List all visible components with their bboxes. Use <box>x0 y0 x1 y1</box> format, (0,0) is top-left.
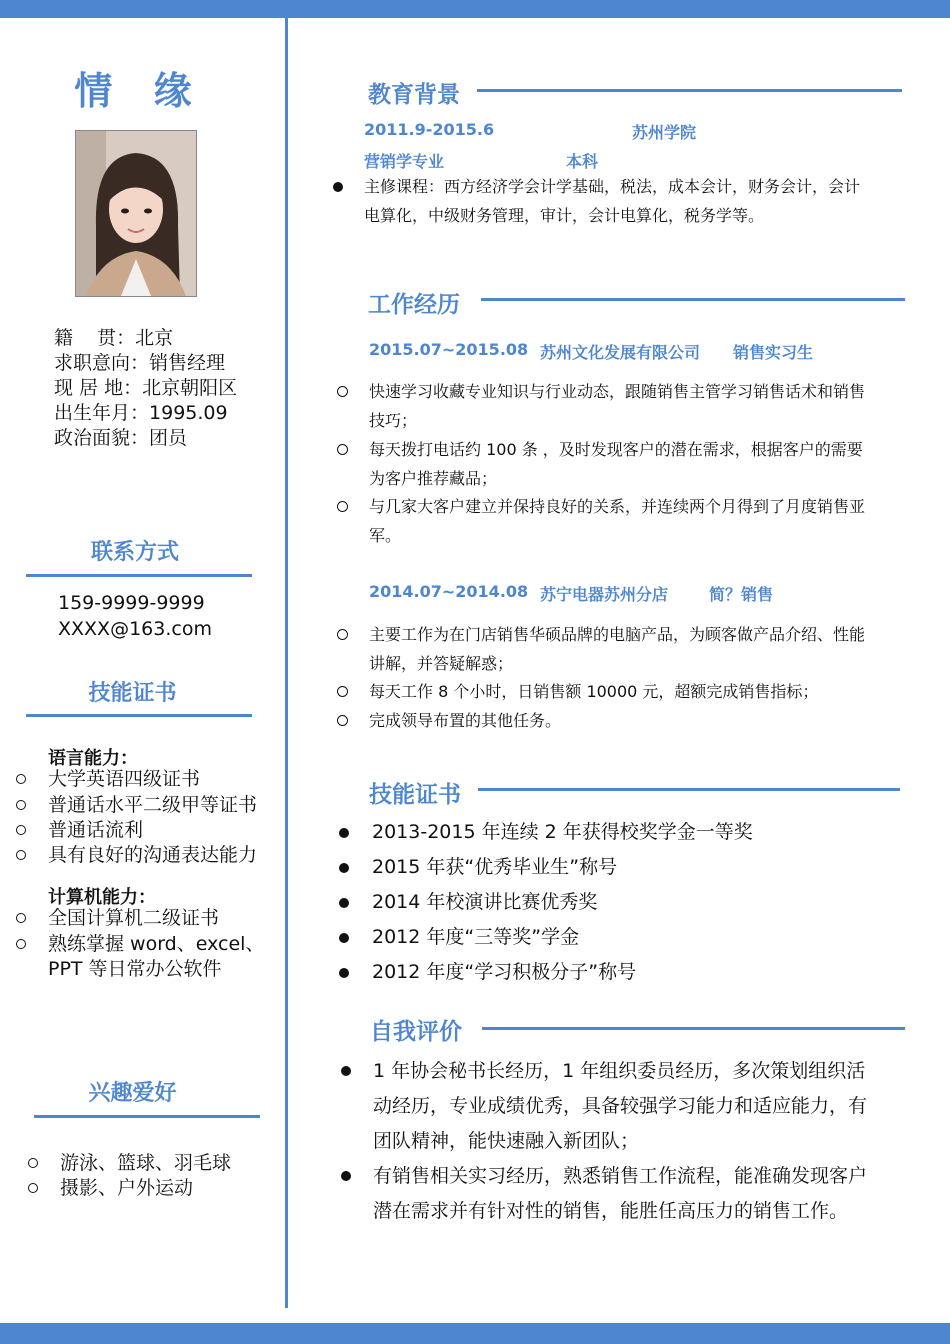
courses-line: 主修课程：西方经济学会计学基础，税法，成本会计，财务会计，会计 <box>364 177 861 196</box>
hobby-rule <box>34 1115 260 1118</box>
job-role: 销售实习生 <box>733 343 814 362</box>
info-value: 北京 <box>135 327 174 349</box>
circle-bullet-icon <box>28 1183 38 1193</box>
bullet-dot-icon <box>339 863 349 873</box>
left-skills-heading: 技能证书 <box>88 681 177 706</box>
skills-rule <box>478 788 900 791</box>
skills-heading: 技能证书 <box>369 782 461 808</box>
circle-bullet-icon <box>337 501 348 512</box>
info-label: 出生年月： <box>54 402 150 424</box>
job-role: 简？销售 <box>709 585 774 604</box>
job-company: 苏宁电器苏州分店 <box>540 585 669 604</box>
bullet-dot-icon <box>339 968 349 978</box>
info-row <box>54 326 237 351</box>
bullet-dot-icon <box>333 182 343 192</box>
phone-number: 159-9999-9999 <box>58 592 205 614</box>
candidate-name: 情 缘 <box>74 69 206 113</box>
bullet-dot-icon <box>339 828 349 838</box>
work-heading: 工作经历 <box>368 292 460 318</box>
circle-bullet-icon <box>16 913 26 923</box>
info-value: 1995.09 <box>149 402 228 424</box>
circle-bullet-icon <box>337 686 348 697</box>
bullet-dot-icon <box>341 1171 351 1181</box>
circle-bullet-icon <box>337 629 348 640</box>
email-address: XXXX@163.com <box>58 618 212 640</box>
circle-bullet-icon <box>16 774 26 784</box>
circle-bullet-icon <box>28 1158 38 1168</box>
education-major: 营销学专业 <box>364 152 445 171</box>
info-row <box>54 376 237 401</box>
education-period: 2011.9-2015.6 <box>364 120 495 139</box>
courses-line: 电算化，中级财务管理，审计，会计电算化，税务学等。 <box>364 206 765 225</box>
education-heading: 教育背景 <box>368 82 460 108</box>
bottom-accent-bar <box>0 1323 950 1344</box>
job-period: 2015.07~2015.08 <box>369 340 529 359</box>
top-accent-bar <box>0 0 950 18</box>
contact-heading: 联系方式 <box>90 540 179 565</box>
bullet-dot-icon <box>341 1066 351 1076</box>
info-label: 政治面貌： <box>54 427 150 449</box>
self-eval-rule <box>482 1027 905 1030</box>
info-row <box>54 351 237 376</box>
info-row <box>54 401 237 426</box>
computer-subheading: 计算机能力： <box>48 887 156 908</box>
info-row <box>54 426 237 451</box>
contact-rule <box>26 574 252 577</box>
circle-bullet-icon <box>337 715 348 726</box>
job-period: 2014.07~2014.08 <box>369 582 529 601</box>
column-divider <box>285 18 288 1308</box>
job-company: 苏州文化发展有限公司 <box>540 343 701 362</box>
info-label: 籍 贯： <box>54 327 136 349</box>
education-degree: 本科 <box>566 152 599 171</box>
education-rule <box>477 89 902 92</box>
info-label: 现 居 地： <box>54 377 143 399</box>
education-school: 苏州学院 <box>632 123 697 142</box>
left-skills-rule <box>26 714 252 717</box>
circle-bullet-icon <box>16 939 26 949</box>
bullet-dot-icon <box>339 898 349 908</box>
circle-bullet-icon <box>16 800 26 810</box>
work-rule <box>481 298 905 301</box>
info-value: 销售经理 <box>149 352 226 374</box>
hobby-heading: 兴趣爱好 <box>88 1081 177 1106</box>
circle-bullet-icon <box>16 825 26 835</box>
info-value: 北京朝阳区 <box>142 377 238 399</box>
bullet-dot-icon <box>339 933 349 943</box>
self-eval-heading: 自我评价 <box>370 1019 462 1045</box>
circle-bullet-icon <box>337 444 348 455</box>
info-label: 求职意向： <box>54 352 150 374</box>
circle-bullet-icon <box>337 386 348 397</box>
contact-info <box>58 590 212 642</box>
language-subheading: 语言能力： <box>48 748 138 769</box>
personal-info <box>54 326 237 451</box>
profile-photo <box>75 130 197 297</box>
circle-bullet-icon <box>16 850 26 860</box>
info-value: 团员 <box>149 427 188 449</box>
